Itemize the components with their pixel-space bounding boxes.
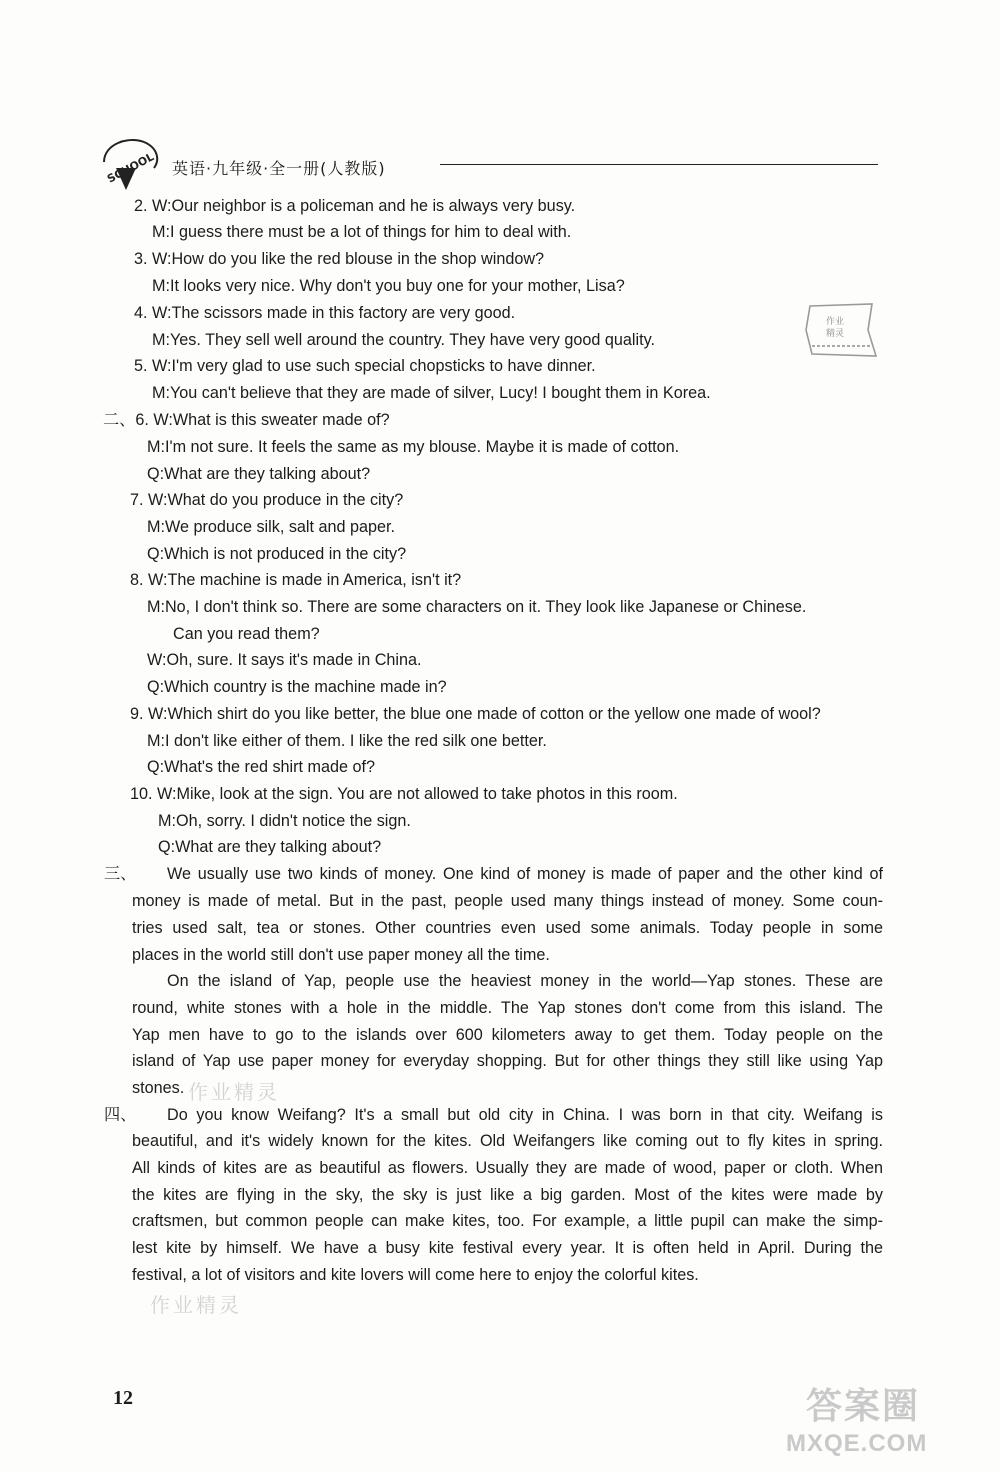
paragraph-line: island of Yap use paper money for everyday shopping. But for other things they still like using Yap <box>132 1052 883 1070</box>
dialogue-line: M:I'm not sure. It feels the same as my blouse. Maybe it is made of cotton. <box>147 438 680 456</box>
dialogue-line: 7. W:What do you produce in the city? <box>130 491 404 509</box>
section-marker: 三、 <box>104 865 137 883</box>
paragraph-line: Do you know Weifang? It's a small but old city in China. I was born in that city. Weifang is <box>167 1106 883 1124</box>
dialogue-line: M:You can't believe that they are made of silver, Lucy! I bought them in Korea. <box>152 384 711 402</box>
school-logo-icon <box>98 132 164 192</box>
homework-stamp-icon <box>802 300 880 360</box>
paragraph-line: Yap men have to go to the islands over 600 kilometers away to get them. Today people on the <box>132 1026 883 1044</box>
dialogue-line: M:Oh, sorry. I didn't notice the sign. <box>158 812 411 830</box>
header-title: 英语·九年级·全一册(人教版) <box>172 159 386 178</box>
dialogue-line: Q:Which country is the machine made in? <box>147 678 447 696</box>
svg-text:精灵: 精灵 <box>826 329 845 339</box>
watermark-cn: 答案圈 <box>806 1386 921 1427</box>
dialogue-line: M:I don't like either of them. I like the red silk one better. <box>147 732 547 750</box>
paragraph-line: the kites are flying in the sky, the sky is just like a big garden. Most of the kites were made by <box>132 1186 883 1204</box>
dialogue-line: Q:What are they talking about? <box>158 838 382 856</box>
dialogue-line: 3. W:How do you like the red blouse in the shop window? <box>134 250 545 268</box>
dialogue-line: Can you read them? <box>173 625 320 643</box>
dialogue-line: W:Oh, sure. It says it's made in China. <box>147 651 422 669</box>
dialogue-line: 5. W:I'm very glad to use such special chopsticks to have dinner. <box>134 357 596 375</box>
paragraph-line: All kinds of kites are as beautiful as flowers. Usually they are made of wood, paper or cloth. When <box>132 1159 883 1177</box>
dialogue-line: 二、6. W:What is this sweater made of? <box>103 411 390 429</box>
page-number: 12 <box>113 1387 133 1409</box>
dialogue-line: 9. W:Which shirt do you like better, the blue one made of cotton or the yellow one made of wool? <box>130 705 821 723</box>
section-marker: 四、 <box>104 1106 137 1124</box>
ghost-watermark: 作业精灵 <box>188 1080 280 1104</box>
dialogue-line: Q:Which is not produced in the city? <box>147 545 407 563</box>
dialogue-line: 10. W:Mike, look at the sign. You are not allowed to take photos in this room. <box>130 785 678 803</box>
header-rule <box>440 164 878 165</box>
paragraph-line: tries used salt, tea or stones. Other countries even used some animals. Today people in some <box>132 919 883 937</box>
dialogue-line: M:Yes. They sell well around the country. They have very good quality. <box>152 331 655 349</box>
paragraph-line: On the island of Yap, people use the heaviest money in the world—Yap stones. These are <box>167 972 883 990</box>
paragraph-line: round, white stones with a hole in the middle. The Yap stones don't come from this island. The <box>132 999 883 1017</box>
paragraph-line: festival, a lot of visitors and kite lovers will come here to enjoy the colorful kites. <box>132 1266 699 1284</box>
ghost-watermark: 作业精灵 <box>150 1293 242 1317</box>
dialogue-line: 8. W:The machine is made in America, isn't it? <box>130 571 462 589</box>
dialogue-line: M:No, I don't think so. There are some characters on it. They look like Japanese or Chinese. <box>147 598 807 616</box>
site-watermark <box>782 1378 992 1466</box>
paragraph-line: We usually use two kinds of money. One kind of money is made of paper and the other kind of <box>167 865 883 883</box>
paragraph-line: beautiful, and it's widely known for the kites. Old Weifangers like coming out to fly kites in spring. <box>132 1132 883 1150</box>
dialogue-line: M:We produce silk, salt and paper. <box>147 518 396 536</box>
paragraph-line: places in the world still don't use paper money all the time. <box>132 946 550 964</box>
watermark-url: MXQE.COM <box>786 1430 928 1457</box>
paragraph-line: lest kite by himself. We have a busy kite festival every year. It is often held in April. During the <box>132 1239 883 1257</box>
paragraph-line: craftsmen, but common people can make kites, too. For example, a little pupil can make the simp- <box>132 1212 883 1230</box>
paragraph-line: money is made of metal. But in the past, people used many things instead of money. Some coun- <box>132 892 883 910</box>
dialogue-line: 2. W:Our neighbor is a policeman and he is always very busy. <box>134 197 576 215</box>
paragraph-line: stones. <box>132 1079 185 1097</box>
dialogue-line: Q:What's the red shirt made of? <box>147 758 376 776</box>
dialogue-line: Q:What are they talking about? <box>147 465 371 483</box>
dialogue-line: M:It looks very nice. Why don't you buy one for your mother, Lisa? <box>152 277 625 295</box>
dialogue-line: M:I guess there must be a lot of things for him to deal with. <box>152 223 572 241</box>
dialogue-line: 4. W:The scissors made in this factory are very good. <box>134 304 516 322</box>
svg-text:SCHOOL: SCHOOL <box>105 150 157 186</box>
svg-text:作业: 作业 <box>826 317 845 327</box>
